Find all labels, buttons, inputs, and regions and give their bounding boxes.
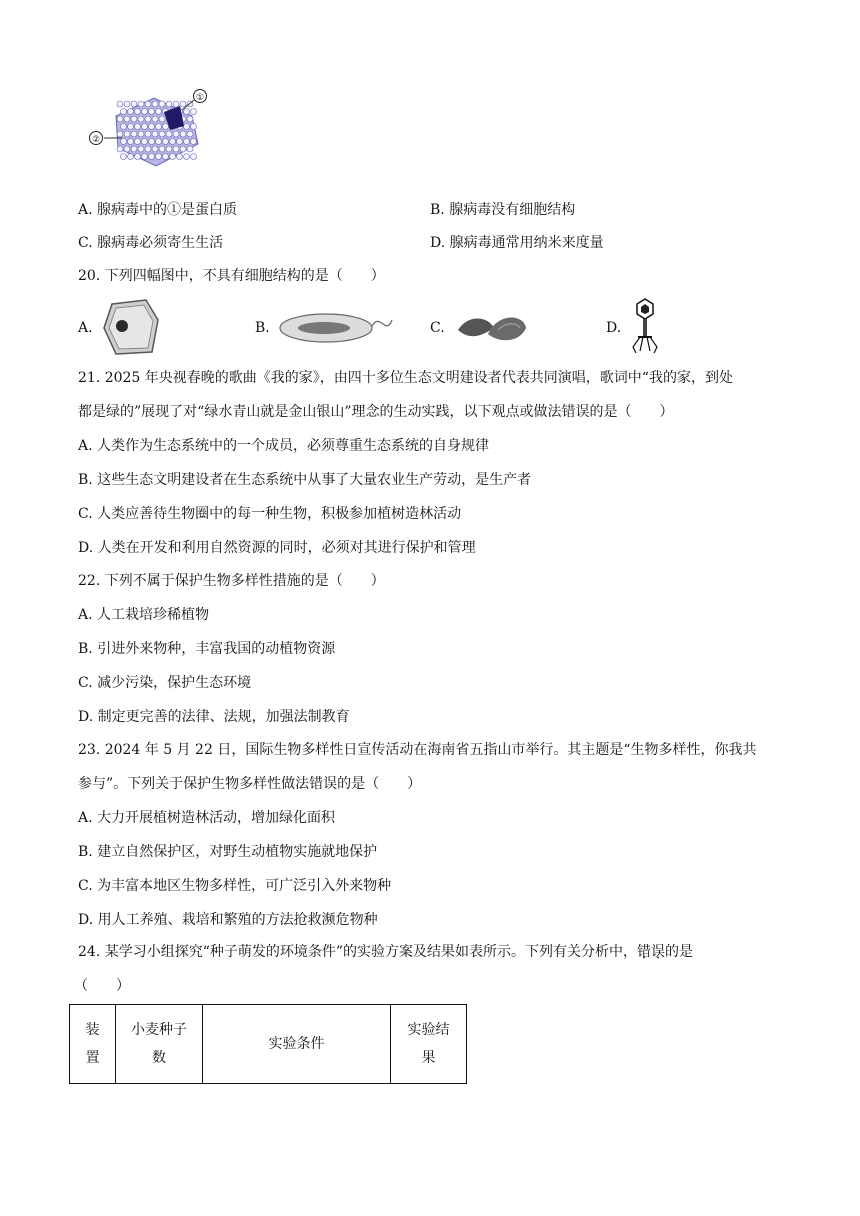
mushroom-image xyxy=(454,308,530,350)
header-results: 实验结 果 xyxy=(391,1005,467,1084)
q21-option-d: D. 人类在开发和利用自然资源的同时，必须对其进行保护和管理 xyxy=(78,540,476,556)
q22-stem: 22. 下列不属于保护生物多样性措施的是（ ） xyxy=(78,573,385,589)
q24-emphasis-char-2: 误 xyxy=(651,944,666,960)
q23-option-d: D. 用人工养殖、栽培和繁殖的方法抢救濒危物种 xyxy=(78,912,378,928)
q21-stem-line2: 都是绿的”展现了对“绿水青山就是金山银山”理念的生动实践，以下观点或做法错误的是（ ） xyxy=(78,404,674,420)
bacteriophage-image xyxy=(630,297,660,359)
q22-option-a: A. 人工栽培珍稀植物 xyxy=(78,607,210,623)
q21-option-c: C. 人类应善待生物圈中的每一种生物，积极参加植树造林活动 xyxy=(78,506,462,522)
q21-option-b: B. 这些生态文明建设者在生态系统中从事了大量农业生产劳动，是生产者 xyxy=(78,472,532,488)
label-1: ① xyxy=(195,93,205,103)
experiment-table xyxy=(69,1004,467,1084)
q24-stem-suffix: 的是 xyxy=(665,944,694,960)
header-device: 装 置 xyxy=(70,1005,116,1084)
header-conditions: 实验条件 xyxy=(203,1005,391,1084)
q23-option-c: C. 为丰富本地区生物多样性，可广泛引入外来物种 xyxy=(78,878,392,894)
q20-option-b-label: B. xyxy=(255,320,270,336)
q19-option-a: A. 腺病毒中的①是蛋白质 xyxy=(78,202,238,218)
q20-option-a-label: A. xyxy=(78,320,93,336)
q23-option-a: A. 大力开展植树造林活动，增加绿化面积 xyxy=(78,810,336,826)
q22-option-d: D. 制定更完善的法律、法规，加强法制教育 xyxy=(78,709,350,725)
table-header-row xyxy=(70,1005,467,1084)
q19-option-c: C. 腺病毒必须寄生生活 xyxy=(78,235,224,251)
q20-option-d-label: D. xyxy=(606,320,622,336)
q21-stem-line1: 21. 2025 年央视春晚的歌曲《我的家》，由四十多位生态文明建设者代表共同演唱，歌词中“我的家，到处 xyxy=(78,370,733,386)
q24-stem-line1 xyxy=(78,942,693,962)
q23-option-b: B. 建立自然保护区，对野生动植物实施就地保护 xyxy=(78,844,378,860)
q21-option-a: A. 人类作为生态系统中的一个成员，必须尊重生态系统的自身规律 xyxy=(78,438,490,454)
bacterium-image xyxy=(276,306,394,350)
q23-stem-line1: 23. 2024 年 5 月 22 日，国际生物多样性日宣传活动在海南省五指山市举行。其主题是“生物多样性，你我共 xyxy=(78,742,757,758)
q22-option-c: C. 减少污染，保护生态环境 xyxy=(78,675,252,691)
adenovirus-image xyxy=(84,86,224,172)
q19-option-d: D. 腺病毒通常用纳米来度量 xyxy=(430,235,604,251)
header-wheat-seed-count: 小麦种子 数 xyxy=(116,1005,203,1084)
q20-option-c-label: C. xyxy=(430,320,445,336)
adenovirus-figure xyxy=(84,86,224,172)
q24-stem-prefix: 24. 某学习小组探究“种子萌发的环境条件”的实验方案及结果如表所示。下列有关分析中， xyxy=(78,944,638,960)
q24-stem-line2: （ ） xyxy=(74,978,130,994)
q20-stem: 20. 下列四幅图中，不具有细胞结构的是（ ） xyxy=(78,268,385,284)
q23-stem-line2: 参与”。下列关于保护生物多样性做法错误的是（ ） xyxy=(78,776,422,792)
q19-option-b: B. 腺病毒没有细胞结构 xyxy=(430,202,576,218)
q24-emphasis-char-1: 错 xyxy=(637,944,652,960)
q22-option-b: B. 引进外来物种，丰富我国的动植物资源 xyxy=(78,641,336,657)
plant-cell-image xyxy=(102,298,160,360)
label-2: ② xyxy=(91,135,101,145)
